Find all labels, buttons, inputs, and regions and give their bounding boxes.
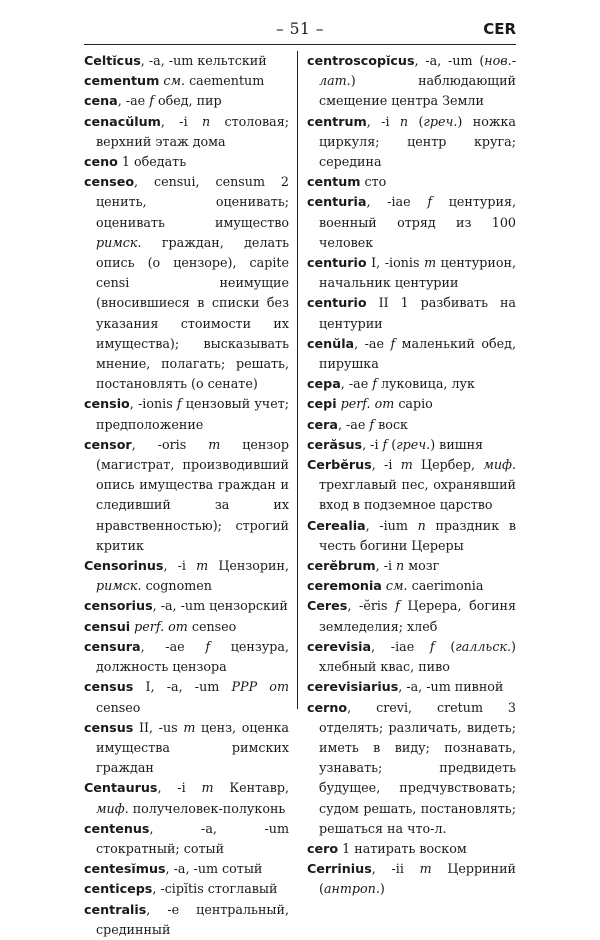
headword: cena: [84, 93, 118, 109]
page-number: – 51 –: [275, 20, 325, 38]
grammar-label: см.: [385, 578, 408, 594]
headword: centralis: [84, 901, 147, 917]
headword: cerno: [307, 699, 348, 715]
dictionary-entry: [84, 51, 289, 71]
headword: Cerealia: [307, 517, 366, 533]
entry-text: , crevi, cretum 3 отделять; различать, видеть; иметь в виду; познавать, узнавать; предвидеть будущее, предчувствовать; судом решать, постановлять; решаться на что-л.: [319, 699, 516, 836]
entry-text: ценз, оценка имущества римских граждан: [96, 719, 289, 776]
headword: centenus: [84, 820, 150, 836]
grammar-label: римск.: [96, 578, 142, 594]
entry-text: cognomen: [141, 578, 212, 594]
entry-text: (: [408, 113, 424, 129]
entry-text: Цензорин,: [208, 558, 289, 574]
entry-text: I, -a, -um: [133, 679, 232, 695]
entry-text: обед, пир: [153, 93, 222, 109]
entry-text: caementum: [185, 73, 265, 89]
dictionary-entry: [307, 394, 516, 414]
dictionary-entry: [307, 455, 516, 516]
entry-text: воск: [374, 416, 408, 432]
entry-text: цензор (магистрат, производивший опись имущества граждан и следивший за их нравственностью); строгий критик: [96, 436, 289, 553]
dictionary-entry: [84, 172, 289, 394]
entry-text: , -oris: [131, 436, 209, 452]
grammar-label: миф.: [483, 457, 516, 473]
headword: censorius: [84, 598, 153, 614]
dictionary-entry: [84, 556, 289, 596]
grammar-label: f: [369, 416, 375, 432]
entry-text: , -a, -um (: [414, 53, 485, 68]
entry-text: , -ae: [140, 638, 206, 654]
grammar-label: n: [202, 113, 211, 129]
headword: censura: [84, 638, 141, 654]
grammar-label: f: [149, 93, 154, 109]
entry-text: II 1 разбивать на центурии: [319, 295, 516, 331]
headword: Cerrinius: [307, 861, 372, 877]
grammar-label: f: [176, 396, 182, 412]
entry-text: мозг: [404, 558, 440, 574]
entry-text: , -ii: [371, 861, 420, 877]
dictionary-entry: [307, 596, 516, 636]
entry-text: 1 обедать: [117, 154, 187, 170]
entry-text: , -i: [366, 113, 400, 129]
dictionary-entry: [307, 112, 516, 173]
entry-text: получеловек-полуконь: [128, 800, 286, 816]
grammar-label: f: [395, 598, 400, 614]
headword: cero: [307, 840, 339, 856]
entry-text: , -i: [163, 558, 197, 574]
entry-text: ) хлебный квас, пиво: [319, 638, 516, 675]
entry-text: I, -ionis: [366, 255, 425, 271]
dictionary-entry: [84, 596, 289, 616]
grammar-label: m: [419, 861, 432, 877]
grammar-label: n: [399, 113, 409, 129]
dictionary-entry: [307, 556, 516, 576]
dictionary-entry: [307, 677, 516, 697]
entry-text: , -a, -um цензорский: [152, 598, 288, 614]
dictionary-entry: [84, 112, 289, 152]
dictionary-entry: [84, 819, 289, 859]
headword: census: [84, 679, 134, 695]
dictionary-entry: [84, 617, 289, 637]
entry-text: , -iae: [371, 638, 430, 654]
dictionary-entry: [307, 374, 516, 394]
dictionary-entry: [307, 516, 516, 556]
dictionary-entry: [307, 293, 516, 333]
headword: centrum: [307, 113, 367, 129]
headword: Celtĭcus: [84, 53, 141, 68]
entry-text: , -ium: [365, 517, 418, 533]
grammar-label: см.: [163, 73, 186, 89]
entry-text: (: [387, 436, 397, 452]
grammar-label: m: [183, 719, 196, 735]
entry-text: , -ae: [337, 416, 370, 432]
dictionary-entry: [84, 879, 289, 899]
grammar-label: f: [429, 638, 435, 654]
entry-text: маленький обед, пирушка: [319, 335, 516, 372]
dictionary-entry: [307, 253, 516, 293]
entry-text: , -i: [160, 113, 202, 129]
entry-text: Кентавр,: [213, 780, 289, 796]
entry-text: caerimonia: [407, 578, 484, 594]
entry-text: цензовый учет; предположение: [96, 396, 289, 432]
headword: centiceps: [84, 881, 153, 897]
entry-text: , -a, -um стократный; сотый: [96, 820, 289, 856]
dictionary-entry: [84, 71, 289, 91]
entry-text: Церриний (: [319, 861, 516, 897]
entry-text: граждан, делать опись (о цензоре), capite censi неимущие (вносившиеся в списки без указания стоимости их имущества); высказывать мнение, полагать; решать, постановлять (о сенате): [96, 234, 289, 392]
entry-text: , -i: [157, 780, 202, 796]
dictionary-entry: [307, 576, 516, 596]
entry-text: II, -us: [133, 719, 184, 735]
grammar-label: perf. от: [340, 396, 395, 412]
headword: censui: [84, 618, 131, 634]
entry-text: capio: [394, 396, 433, 412]
grammar-label: n: [417, 517, 426, 533]
grammar-label: галльск.: [455, 638, 512, 654]
headword: cerăsus: [307, 436, 363, 452]
entry-text: 1 натирать воском: [338, 840, 467, 856]
headword: centurio: [307, 295, 367, 311]
headword: centroscopĭcus: [307, 53, 415, 68]
grammar-label: f: [205, 638, 211, 654]
entry-text: луковица, лук: [376, 376, 475, 392]
grammar-label: m: [208, 436, 221, 452]
headword: census: [84, 719, 134, 735]
grammar-label: PPP от: [231, 679, 289, 695]
dictionary-entry: [84, 435, 289, 556]
entry-text: Цербер,: [412, 457, 484, 473]
entry-text: , -i: [362, 436, 383, 452]
dictionary-entry: [307, 698, 516, 839]
headword: centuria: [307, 194, 367, 210]
grammar-label: f: [427, 194, 433, 210]
headword: cerevisiarius: [307, 679, 399, 695]
headword: Ceres: [307, 598, 348, 614]
headword: Centaurus: [84, 780, 158, 796]
entry-text: , -cipĭtis стоглавый: [152, 881, 278, 897]
entry-text: , -i: [371, 457, 401, 473]
dictionary-entry: [307, 172, 516, 192]
headword: cera: [307, 416, 338, 432]
grammar-label: греч.: [423, 113, 458, 129]
headword: censor: [84, 436, 132, 452]
running-head: CER: [483, 20, 516, 38]
entry-text: трехглавый пес, охранявший вход в подземное царство: [319, 477, 516, 513]
dictionary-entry: [307, 334, 516, 374]
dictionary-entry: [307, 637, 516, 677]
grammar-label: n: [396, 558, 405, 574]
entry-text: , -e центральный, срединный: [96, 901, 289, 937]
entry-text: , -ae: [340, 376, 373, 392]
dictionary-entry: [307, 415, 516, 435]
entry-text: , -ĕris: [347, 598, 396, 614]
grammar-label: миф.: [96, 800, 129, 816]
entry-text: праздник в честь богини Цереры: [319, 517, 516, 553]
dictionary-entry: [307, 192, 516, 253]
page-header: [84, 20, 516, 42]
dictionary-entry: [84, 637, 289, 677]
entry-text: , -ae: [117, 93, 150, 109]
grammar-label: f: [390, 335, 396, 351]
headword: centesĭmus: [84, 861, 166, 877]
entry-text: censeo: [187, 618, 237, 634]
grammar-label: perf. от: [134, 618, 188, 634]
grammar-label: антроп.: [323, 881, 380, 897]
headword: centum: [307, 174, 361, 190]
headword: cerĕbrum: [307, 558, 376, 574]
headword: cerevisia: [307, 638, 372, 654]
entry-text: ) наблюдающий смещение центра Земли: [319, 73, 516, 109]
entry-text: , censui, censum 2 ценить, оценивать; оценивать имущество: [96, 174, 289, 230]
column-divider: [297, 51, 298, 709]
headword: cepa: [307, 376, 341, 392]
dictionary-entry: [307, 839, 516, 859]
grammar-label: f: [372, 376, 377, 392]
dictionary-entry: [84, 91, 289, 111]
grammar-label: m: [400, 457, 413, 473]
entry-text: censeo: [96, 699, 141, 715]
entry-text: (: [434, 638, 456, 654]
dictionary-entry: [84, 900, 289, 940]
entry-text: , -a, -um пивной: [398, 679, 504, 695]
grammar-label: m: [424, 255, 437, 271]
dictionary-entry: [84, 677, 289, 717]
entry-text: ) ножка циркуля; центр круга; середина: [319, 113, 516, 170]
headword: centurio: [307, 255, 367, 271]
entry-text: , -i: [375, 558, 397, 574]
entry-text: ): [379, 881, 385, 897]
headword: cenŭla: [307, 335, 355, 351]
grammar-label: нов.-лат.: [319, 53, 516, 89]
entry-text: , -iae: [366, 194, 428, 210]
right-column: [307, 51, 516, 900]
dictionary-entry: [84, 718, 289, 779]
entry-text: ) вишня: [430, 436, 484, 452]
header-rule: [84, 44, 516, 45]
dictionary-entry: [84, 394, 289, 434]
entry-text: цензура, должность цензора: [96, 638, 289, 675]
headword: cenacŭlum: [84, 113, 161, 129]
entry-text: центурион, начальник центурии: [319, 255, 516, 291]
left-column: [84, 51, 289, 940]
headword: censeo: [84, 174, 135, 190]
dictionary-entry: [84, 152, 289, 172]
headword: Cerbĕrus: [307, 457, 372, 473]
dictionary-entry: [307, 51, 516, 112]
headword: ceremonia: [307, 578, 382, 594]
entry-text: сто: [360, 174, 387, 190]
dictionary-entry: [84, 778, 289, 818]
grammar-label: f: [382, 436, 388, 452]
entry-text: , -a, -um кельтский: [140, 53, 267, 68]
entry-text: , -ionis: [129, 396, 177, 412]
headword: censio: [84, 396, 130, 412]
headword: ceno: [84, 154, 118, 170]
grammar-label: m: [196, 558, 209, 574]
dictionary-entry: [84, 859, 289, 879]
entry-text: , -ae: [354, 335, 391, 351]
headword: cementum: [84, 73, 160, 89]
entry-text: центурия, военный отряд из 100 человек: [319, 194, 516, 250]
dictionary-entry: [307, 435, 516, 455]
entry-text: Церера, богиня земледелия; хлеб: [319, 598, 516, 634]
grammar-label: греч.: [396, 436, 431, 452]
entry-text: столовая; верхний этаж дома: [96, 113, 289, 149]
headword: Censorinus: [84, 558, 164, 574]
grammar-label: римск.: [96, 234, 142, 250]
dictionary-entry: [307, 859, 516, 899]
grammar-label: m: [201, 780, 214, 796]
headword: cepi: [307, 396, 337, 412]
entry-text: , -a, -um сотый: [165, 861, 263, 877]
